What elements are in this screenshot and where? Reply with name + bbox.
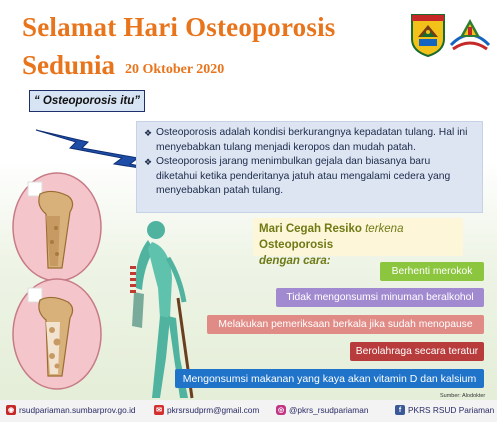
tip-item: Mengonsumsi makanan yang kaya akan vitamin D dan kalsium <box>175 369 484 388</box>
facebook-icon: f <box>395 405 405 415</box>
footer-bar <box>0 400 497 422</box>
definition-text: Osteoporosis adalah kondisi berkurangnya kepadatan tulang. Hal ini menyebabkan tulang menjadi keropos dan mudah patah. <box>156 127 468 153</box>
footer-website[interactable] <box>6 405 136 415</box>
prevention-heading-part: Mari Cegah Resiko <box>259 223 362 235</box>
footer-facebook-text: PKRS RSUD Pariaman <box>408 405 495 415</box>
definition-item <box>145 155 474 199</box>
footer-email[interactable] <box>154 405 259 415</box>
footer-website-text: rsudpariaman.sumbarprov.go.id <box>19 405 136 415</box>
source-credit: Sumber: Alodokter <box>440 393 486 399</box>
event-date: 20 Oktober 2020 <box>125 62 225 77</box>
osteoporotic-bone-illustration <box>12 278 102 390</box>
mail-icon: ✉ <box>154 405 164 415</box>
healthy-bone-illustration <box>12 172 102 282</box>
definition-box <box>136 121 483 213</box>
tip-item: Berhenti merokok <box>380 262 484 281</box>
instagram-icon: ◎ <box>277 407 285 414</box>
footer-email-text: pkrsrsudprm@gmail.com <box>167 405 260 415</box>
footer-facebook[interactable] <box>395 405 494 415</box>
prevention-heading-line2: dengan cara: <box>259 255 331 267</box>
footer-instagram-text: @pkrs_rsudpariaman <box>289 405 369 415</box>
province-emblem-logo <box>409 11 447 57</box>
page-title: Selamat Hari Osteoporosis <box>22 12 336 42</box>
definition-text: Osteoporosis jarang menimbulkan gejala dan biasanya baru diketahui ketika penderitanya jatuh atau mengalami cedera yang menyebabkan patah tulang. <box>156 156 451 197</box>
prevention-heading-part: terkena <box>365 223 404 235</box>
page-title-line2: Sedunia <box>22 50 116 80</box>
tip-item: Melakukan pemeriksaan berkala jika sudah menopause <box>207 315 484 334</box>
tip-item: Tidak mengonsumsi minuman beralkohol <box>276 288 484 307</box>
definition-item <box>145 126 474 155</box>
globe-icon: ◉ <box>7 407 15 414</box>
diamond-bullet-icon: ❖ <box>144 128 153 138</box>
section-label: “ Osteoporosis itu” <box>29 90 145 112</box>
footer-instagram[interactable] <box>276 405 368 415</box>
tip-item: Berolahraga secara teratur <box>350 342 484 361</box>
prevention-heading <box>253 218 463 267</box>
hospital-logo <box>449 15 491 55</box>
diamond-bullet-icon: ❖ <box>144 157 153 168</box>
prevention-heading-part: Osteoporosis <box>259 239 334 251</box>
